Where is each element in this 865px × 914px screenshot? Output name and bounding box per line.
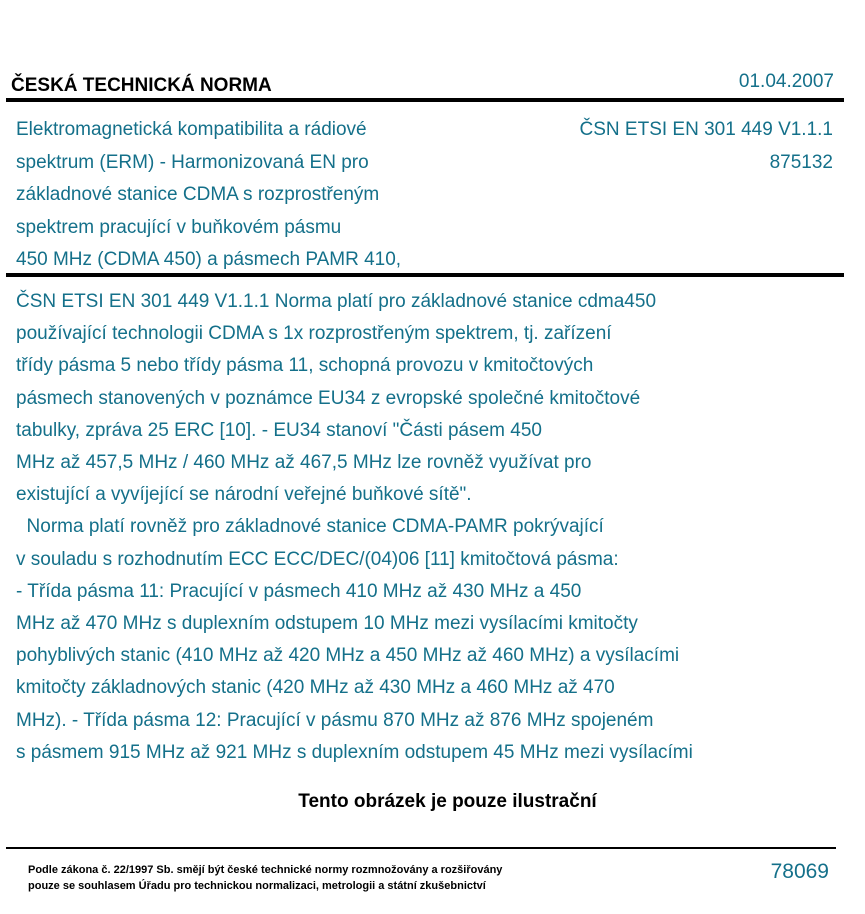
standard-title-line: spektrum (ERM) - Harmonizovaná EN pro	[16, 151, 369, 173]
standard-abstract	[16, 286, 693, 769]
title-divider	[6, 273, 844, 277]
abstract-line: MHz až 457,5 MHz / 460 MHz až 467,5 MHz lze rovněž využívat pro	[16, 452, 592, 474]
abstract-line: Norma platí rovněž pro základnové stanice CDMA-PAMR pokrývající	[16, 516, 604, 538]
abstract-line: používající technologii CDMA s 1x rozprostřeným spektrem, tj. zařízení	[16, 323, 612, 345]
header-divider	[6, 98, 844, 102]
copyright-line: pouze se souhlasem Úřadu pro technickou normalizaci, metrologii a státní zkušebnictví	[28, 880, 486, 892]
abstract-line: ČSN ETSI EN 301 449 V1.1.1 Norma platí pro základnové stanice cdma450	[16, 291, 657, 312]
standard-title-line: základnové stanice CDMA s rozprostřeným	[16, 184, 380, 205]
footer-divider	[6, 847, 836, 849]
abstract-line: pásmech stanovených v poznámce EU34 z evropské společné kmitočtové	[16, 387, 641, 409]
abstract-line: MHz). - Třída pásma 12: Pracující v pásmu 870 MHz až 876 MHz spojeném	[16, 709, 654, 731]
abstract-line: pohyblivých stanic (410 MHz až 420 MHz a 450 MHz až 460 MHz) a vysílacími	[16, 645, 680, 667]
standard-identifiers	[580, 114, 833, 179]
abstract-line: kmitočty základnových stanic (420 MHz až 430 MHz a 460 MHz až 470	[16, 677, 615, 699]
standard-title-line: spektrem pracující v buňkovém pásmu	[16, 216, 342, 238]
abstract-line: s pásmem 915 MHz až 921 MHz s duplexním odstupem 45 MHz mezi vysílacími	[16, 741, 693, 763]
catalog-number: 78069	[770, 860, 829, 883]
standard-title-line: Elektromagnetická kompatibilita a rádiové	[16, 119, 367, 140]
copyright-line: Podle zákona č. 22/1997 Sb. smějí být české technické normy rozmnožovány a rozšiřovány	[28, 864, 503, 876]
abstract-line: tabulky, zpráva 25 ERC [10]. - EU34 stanoví "Části pásem 450	[16, 419, 542, 441]
classification-number: 875132	[769, 151, 833, 173]
abstract-line: v souladu s rozhodnutím ECC ECC/DEC/(04)06 [11] kmitočtová pásma:	[16, 548, 619, 570]
document-header-title: ČESKÁ TECHNICKÁ NORMA	[11, 75, 272, 96]
standard-title	[16, 114, 401, 277]
issue-date: 01.04.2007	[738, 71, 834, 92]
copyright-notice	[28, 862, 502, 894]
illustration-notice: Tento obrázek je pouze ilustrační	[298, 791, 597, 812]
standard-title-line: 450 MHz (CDMA 450) a pásmech PAMR 410,	[16, 249, 402, 270]
standard-designation: ČSN ETSI EN 301 449 V1.1.1	[579, 119, 833, 140]
abstract-line: - Třída pásma 11: Pracující v pásmech 410 MHz až 430 MHz a 450	[16, 580, 582, 602]
abstract-line: MHz až 470 MHz s duplexním odstupem 10 MHz mezi vysílacími kmitočty	[16, 613, 638, 635]
abstract-line: třídy pásma 5 nebo třídy pásma 11, schopná provozu v kmitočtových	[16, 355, 594, 377]
abstract-line: existující a vyvíjející se národní veřejné buňkové sítě".	[16, 484, 472, 506]
